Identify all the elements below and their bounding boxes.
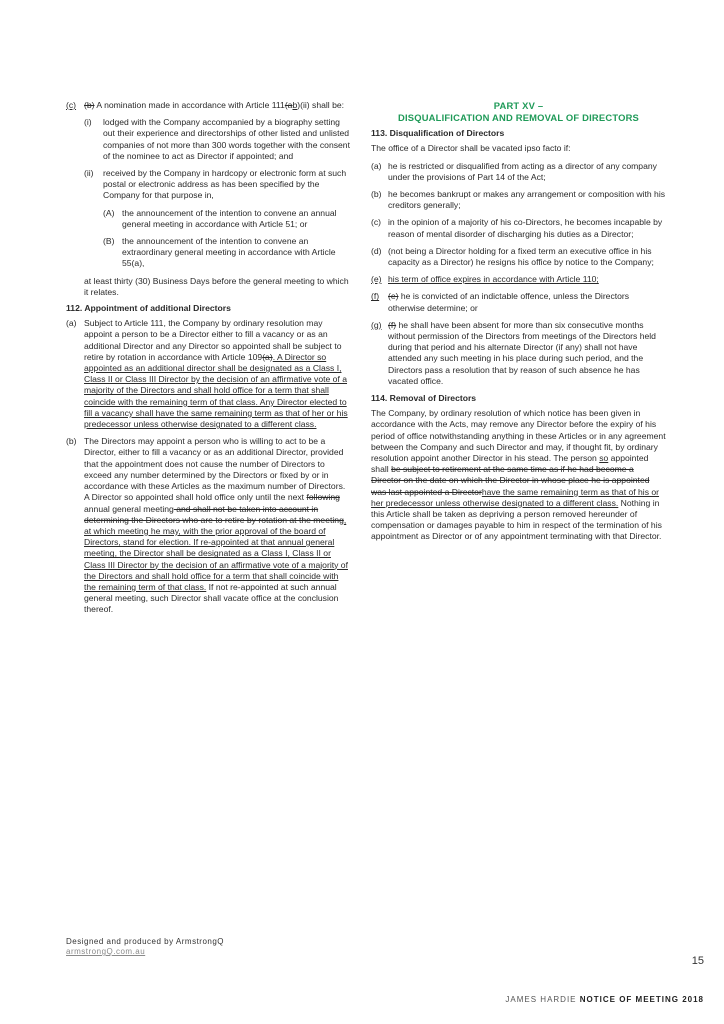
credit-block bbox=[66, 937, 224, 957]
article-111-c bbox=[66, 100, 352, 111]
text: he is convicted of an indictable offence, unless the Directors otherwise determine; or bbox=[388, 291, 630, 313]
item-text bbox=[84, 100, 352, 111]
text: he shall have been absent for more than six consecutive months without permission of the Directors from meetings of the Directors held during that period and his alternate Director (if any) shall not have attended any such meeting in his place during such period, and the Directors pass a resolution that by reason of such absence he has vacated office. bbox=[388, 319, 656, 386]
inserted-text: . A Director so appointed as an additional director shall be designated as a Class I, Class II or Class III Director by the decision of an affirmative vote of a majority of the Directors and shall hold office for a term that shall coincide with the remaining term of that class. Any Director elected to fill a vacancy shall have the same remaining term as that of her or his predecessor unless otherwise designated to a different class. bbox=[84, 351, 348, 430]
text: annual general meeting bbox=[84, 503, 174, 514]
continuation-text: at least thirty (30) Business Days before the general meeting to which it relates. bbox=[84, 275, 349, 297]
part-subtitle: DISQUALIFICATION AND REMOVAL OF DIRECTORS bbox=[397, 111, 639, 123]
article-112-a bbox=[66, 318, 352, 430]
item-label: (a) bbox=[371, 160, 382, 171]
item-text: lodged with the Company accompanied by a biography setting out their experience and directorships of other listed and unlisted companies of not more than 300 words together with the consent of the nominee to act as Director if appointed; and bbox=[103, 117, 350, 161]
deleted-text: (a bbox=[284, 100, 293, 110]
item-text: received by the Company in hardcopy or electronic form at such postal or electronic address as has been specified by the Company for that purpose in, bbox=[103, 168, 347, 201]
text: )(ii) shall be: bbox=[297, 100, 345, 110]
item-text bbox=[84, 318, 352, 430]
item-label: (c) bbox=[66, 100, 77, 110]
inserted-text: , at which meeting he may, with the prior approval of the board of Directors, stand for election. If re-appointed at that annual general meeting, the Director shall be designated as a Class I, Class II or Class III Director by the decision of an affirmative vote of a majority of the Directors and shall hold office for a term that shall coincide with the remaining term of that class. bbox=[84, 514, 348, 592]
text: The Company, by ordinary resolution of which notice has been given in accordance with the Acts, may remove any Director before the expiry of his period of office notwithstanding anything in these Articles or in any agreement between the Company and such Director and may, if thought fit, by ordinary resolution appoint another Director in his stead. The person bbox=[371, 408, 666, 464]
item-label: (e) bbox=[371, 274, 382, 285]
article-113-c bbox=[371, 217, 666, 239]
article-111-c-ii-B bbox=[103, 236, 352, 270]
inserted-text: have the same remaining term as that of his or her predecessor unless otherwise designated to a different class. bbox=[371, 486, 660, 508]
article-113-b bbox=[371, 189, 666, 211]
deleted-text: (a) bbox=[262, 351, 273, 362]
article-111-c-ii-A bbox=[103, 208, 352, 230]
item-text: the announcement of the intention to convene an annual general meeting in accordance with Article 51; or bbox=[122, 207, 337, 229]
inserted-text: his term of office expires in accordance with Article 110; bbox=[388, 274, 599, 285]
item-label: (a) bbox=[66, 318, 77, 329]
heading-113: 113. Disqualification of Directors bbox=[371, 128, 505, 139]
item-label: (b) bbox=[371, 189, 382, 199]
text: If not re-appointed at such annual general meeting, such Director shall vacate office at the conclusion thereof. bbox=[84, 581, 339, 615]
item-text: in the opinion of a majority of his co-Directors, he becomes incapable by reason of mental disorder of discharging his duties as a Director; bbox=[388, 217, 663, 239]
item-label: (ii) bbox=[84, 168, 94, 179]
article-113-f bbox=[371, 291, 666, 313]
item-text bbox=[84, 436, 352, 615]
intro-113: The office of a Director shall be vacated ipso facto if: bbox=[371, 143, 571, 154]
article-113-e bbox=[371, 274, 666, 285]
item-label: (f) bbox=[371, 291, 380, 302]
text: Subject to Article 111, the Company by ordinary resolution may appoint a person to be a Director either to fill a vacancy or as an additional Director and any Director so appointed shall be subject to retire by rotation in accordance with Article 109 bbox=[84, 318, 342, 362]
article-114-text bbox=[371, 408, 666, 542]
deleted-text: be subject to retirement at the same time as if he had become a Director on the date on which the Director in whose place he is appointed was last appointed a Director bbox=[371, 464, 650, 497]
item-label: (i) bbox=[84, 117, 92, 128]
item-label: (d) bbox=[371, 245, 382, 256]
deleted-text: (f) bbox=[388, 319, 397, 330]
text: appointed shall bbox=[371, 453, 649, 475]
footer-title bbox=[505, 994, 704, 1005]
credit-text: Designed and produced by ArmstrongQ bbox=[66, 937, 225, 946]
text: The Directors may appoint a person who is willing to act to be a Director, either to fill a vacancy or as an additional Director, provided that the appointment does not cause the number of Directors to exceed any number determined by the Directors or fixed by or in accordance with these Articles as the maximum number of Directors. A Director so appointed shall hold office only until the next bbox=[84, 436, 346, 503]
inserted-text: b bbox=[292, 100, 298, 110]
heading-112: 112. Appointment of additional Directors bbox=[66, 303, 231, 314]
item-text: he becomes bankrupt or makes any arrangement or composition with his creditors generally; bbox=[388, 189, 666, 211]
page-number: 15 bbox=[691, 955, 704, 967]
deleted-text: (e) bbox=[388, 291, 399, 302]
document-title: NOTICE OF MEETING 2018 bbox=[579, 995, 704, 1004]
deleted-text: following bbox=[306, 492, 340, 503]
article-113-g bbox=[371, 320, 666, 387]
item-text: the announcement of the intention to convene an extraordinary general meeting in accordance with Article 55(a), bbox=[122, 236, 336, 269]
item-label: (g) bbox=[371, 319, 382, 330]
item-text bbox=[388, 291, 666, 313]
item-label: (B) bbox=[103, 236, 115, 247]
item-label: (c) bbox=[371, 217, 382, 228]
item-text: he is restricted or disqualified from acting as a director of any company under the provisions of Part 14 of the Act; bbox=[388, 160, 657, 182]
article-113-a bbox=[371, 161, 666, 183]
text: A nomination made in accordance with Article 111 bbox=[94, 100, 285, 110]
item-text: (not being a Director holding for a fixed term an executive office in his capacity as a Director) he resigns his office by notice to the Company; bbox=[388, 245, 654, 268]
company-name: JAMES HARDIE bbox=[505, 995, 577, 1004]
deleted-text: and shall not be taken into account in determining the Directors who are to retire by rotation at the meeting bbox=[84, 503, 344, 525]
article-113-d bbox=[371, 246, 666, 268]
right-column bbox=[371, 100, 666, 549]
article-112-b bbox=[66, 436, 352, 615]
item-label: (A) bbox=[103, 207, 115, 218]
inserted-text: so bbox=[599, 453, 609, 464]
article-111-c-i bbox=[84, 117, 352, 162]
item-label: (b) bbox=[66, 436, 77, 447]
deleted-text: (b) bbox=[84, 100, 95, 110]
heading-114: 114. Removal of Directors bbox=[371, 393, 477, 404]
article-111-c-ii bbox=[84, 168, 352, 202]
text: Nothing in this Article shall be taken as depriving a person removed hereunder of compensation or damages payable to him in respect of the termination of his appointment as Director or of any appointment terminating with that Director. bbox=[371, 497, 662, 542]
credit-link[interactable]: armstrongQ.com.au bbox=[66, 947, 146, 956]
left-column bbox=[66, 100, 352, 622]
part-title: PART XV – bbox=[493, 100, 544, 111]
item-text bbox=[388, 320, 666, 387]
